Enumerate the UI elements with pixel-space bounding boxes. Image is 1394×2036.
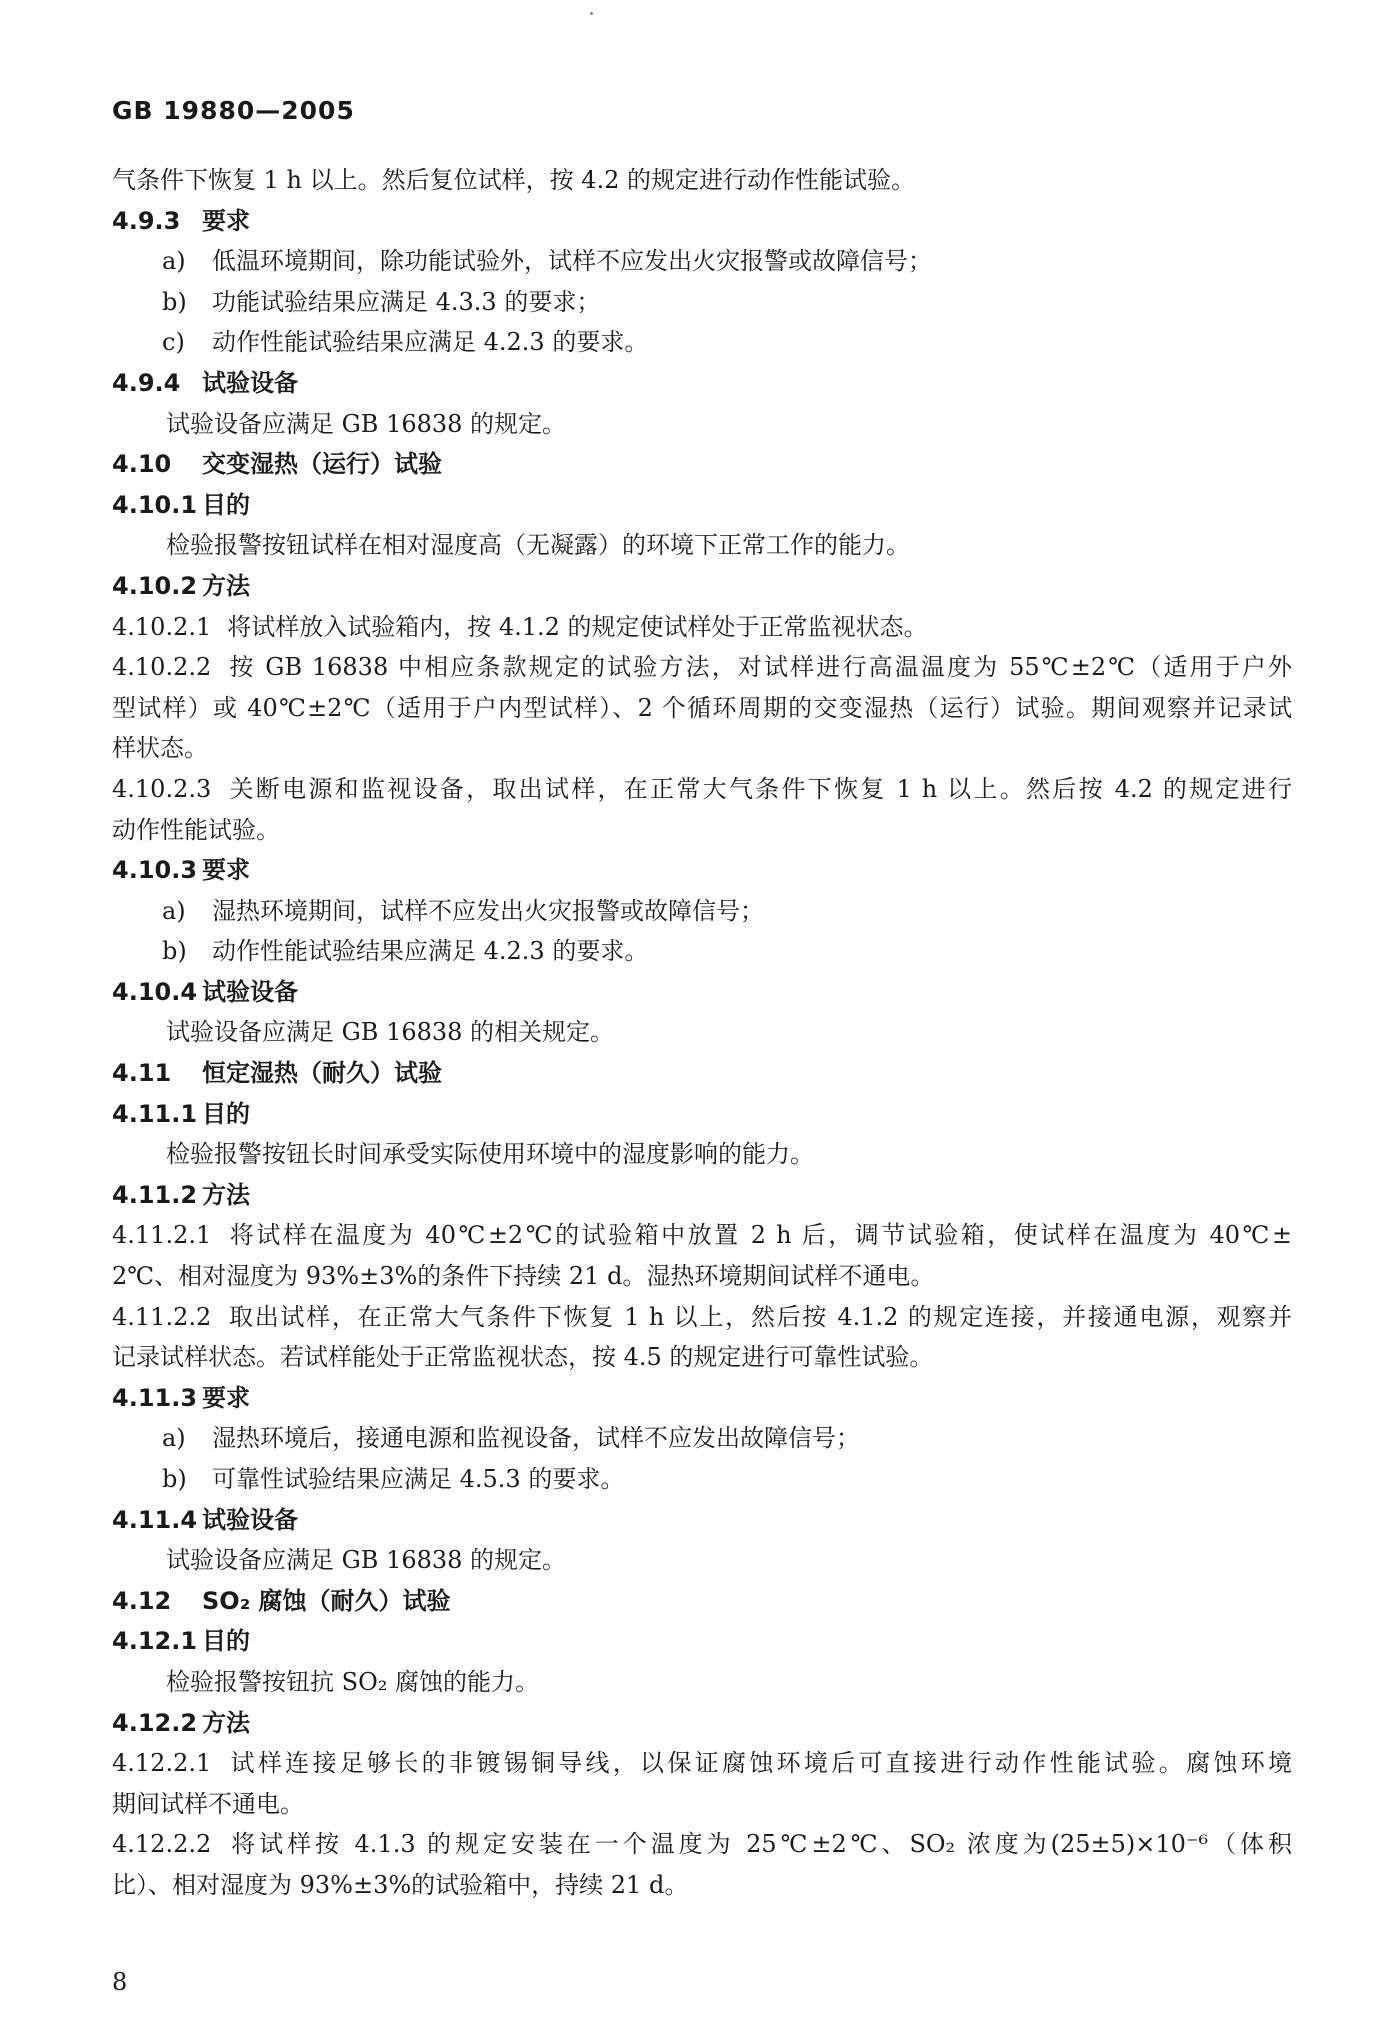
list-item-text: 动作性能试验结果应满足 4.2.3 的要求。 (212, 937, 649, 966)
section-heading (112, 485, 1292, 526)
list-item (112, 931, 1292, 972)
section-number: 4.10.3 (112, 856, 198, 885)
list-item-text: 湿热环境期间，试样不应发出火灾报警或故障信号； (212, 896, 764, 925)
section-title: 方法 (202, 1180, 250, 1209)
clause-paragraph (112, 1743, 1292, 1784)
body-text: 动作性能试验。 (112, 815, 280, 844)
clause-text: 试样连接足够长的非镀锡铜导线，以保证腐蚀环境后可直接进行动作性能试验。腐蚀环境 (227, 1749, 1292, 1778)
clause-paragraph (112, 1215, 1292, 1256)
section-number: 4.9.4 (112, 368, 181, 397)
section-number: 4.10.4 (112, 977, 198, 1006)
section-title: 目的 (202, 1099, 250, 1128)
clause-text: 将试样在温度为 40℃±2℃的试验箱中放置 2 h 后，调节试验箱，使试样在温度为 40℃± (227, 1221, 1292, 1250)
body-text: 检验报警按钮抗 SO₂ 腐蚀的能力。 (166, 1667, 539, 1696)
section-title: 交变湿热（运行）试验 (202, 450, 442, 479)
list-item-text: 低温环境期间，除功能试验外，试样不应发出火灾报警或故障信号； (212, 247, 932, 276)
list-item (112, 1418, 1292, 1459)
section-title: 恒定湿热（耐久）试验 (202, 1059, 442, 1088)
clause-paragraph (112, 1297, 1292, 1338)
body-text: 型试样）或 40℃±2℃（适用于户内型试样）、2 个循环周期的交变湿热（运行）试验。期间观察并记录试 (112, 693, 1292, 722)
list-item-text: 湿热环境后，接通电源和监视设备，试样不应发出故障信号； (212, 1424, 860, 1453)
list-item-text: 功能试验结果应满足 4.3.3 的要求； (212, 287, 601, 316)
section-heading (112, 201, 1292, 242)
section-heading (112, 972, 1292, 1013)
body-text: 检验报警按钮长时间承受实际使用环境中的湿度影响的能力。 (166, 1140, 814, 1169)
section-title: SO₂ 腐蚀（耐久）试验 (202, 1586, 451, 1615)
body-text: 试验设备应满足 GB 16838 的规定。 (166, 1546, 567, 1575)
section-heading (112, 1581, 1292, 1622)
document-body (112, 160, 1292, 1906)
section-number: 4.12.2 (112, 1708, 198, 1737)
list-item-label: b) (162, 287, 187, 316)
body-text: 试验设备应满足 GB 16838 的规定。 (166, 409, 567, 438)
body-text: 记录试样状态。若试样能处于正常监视状态，按 4.5 的规定进行可靠性试验。 (112, 1343, 934, 1372)
section-number: 4.10.1 (112, 490, 198, 519)
section-title: 要求 (202, 1383, 250, 1412)
clause-number: 4.12.2.2 (112, 1830, 212, 1859)
section-title: 试验设备 (202, 977, 298, 1006)
clause-text: 关断电源和监视设备，取出试样，在正常大气条件下恢复 1 h 以上。然后按 4.2 的规定进行 (227, 774, 1292, 803)
section-title: 目的 (202, 490, 250, 519)
scan-speck (590, 12, 593, 15)
body-text: 期间试样不通电。 (112, 1789, 304, 1818)
body-text: 样状态。 (112, 734, 208, 763)
list-item-label: a) (162, 896, 186, 925)
clause-paragraph (112, 647, 1292, 688)
body-text: 气条件下恢复 1 h 以上。然后复位试样，按 4.2 的规定进行动作性能试验。 (112, 166, 916, 194)
page-number: 8 (112, 1968, 128, 1996)
section-heading (112, 1378, 1292, 1419)
section-heading (112, 1053, 1292, 1094)
section-heading (112, 444, 1292, 485)
section-title: 要求 (202, 856, 250, 885)
section-heading (112, 1094, 1292, 1135)
clause-text: 取出试样，在正常大气条件下恢复 1 h 以上，然后按 4.1.2 的规定连接，并接通电源，观察并 (227, 1302, 1292, 1331)
clause-number: 4.11.2.2 (112, 1302, 212, 1331)
section-title: 方法 (202, 571, 250, 600)
section-title: 试验设备 (202, 1505, 298, 1534)
list-item-label: a) (162, 1424, 186, 1453)
section-heading (112, 850, 1292, 891)
clause-number: 4.10.2.3 (112, 774, 212, 803)
section-heading (112, 1703, 1292, 1744)
body-text: 试验设备应满足 GB 16838 的相关规定。 (166, 1018, 615, 1047)
list-item (112, 322, 1292, 363)
section-heading (112, 1621, 1292, 1662)
clause-number: 4.10.2.1 (112, 612, 212, 641)
list-item (112, 1459, 1292, 1500)
section-number: 4.12 (112, 1586, 172, 1615)
section-number: 4.12.1 (112, 1627, 198, 1656)
section-title: 要求 (202, 206, 250, 235)
section-heading (112, 1175, 1292, 1216)
list-item-text: 动作性能试验结果应满足 4.2.3 的要求。 (212, 328, 649, 357)
list-item-label: b) (162, 937, 187, 966)
section-number: 4.10 (112, 450, 172, 479)
body-text: 2℃、相对湿度为 93%±3%的条件下持续 21 d。湿热环境期间试样不通电。 (112, 1262, 935, 1291)
section-number: 4.11.2 (112, 1180, 198, 1209)
list-item-label: c) (162, 328, 185, 357)
section-title: 方法 (202, 1708, 250, 1737)
list-item-label: b) (162, 1465, 187, 1493)
section-heading (112, 566, 1292, 607)
body-text: 比）、相对湿度为 93%±3%的试验箱中，持续 21 d。 (112, 1870, 689, 1899)
body-text: 检验报警按钮试样在相对湿度高（无凝露）的环境下正常工作的能力。 (166, 531, 910, 560)
list-item-text: 可靠性试验结果应满足 4.5.3 的要求。 (212, 1465, 625, 1493)
standard-code-header: GB 19880—2005 (112, 96, 355, 125)
clause-number: 4.10.2.2 (112, 653, 212, 682)
clause-paragraph (112, 607, 1292, 648)
list-item-label: a) (162, 247, 186, 276)
section-number: 4.11.4 (112, 1505, 198, 1534)
clause-text: 将试样放入试验箱内，按 4.1.2 的规定使试样处于正常监视状态。 (227, 612, 928, 641)
section-title: 试验设备 (202, 368, 298, 397)
section-number: 4.11.3 (112, 1383, 198, 1412)
clause-paragraph (112, 769, 1292, 810)
section-number: 4.10.2 (112, 571, 198, 600)
section-title: 目的 (202, 1627, 250, 1656)
section-number: 4.9.3 (112, 206, 181, 235)
list-item (112, 891, 1292, 932)
section-number: 4.11.1 (112, 1099, 198, 1128)
section-number: 4.11 (112, 1059, 172, 1088)
list-item (112, 282, 1292, 323)
clause-paragraph (112, 1824, 1292, 1865)
list-item (112, 241, 1292, 282)
clause-number: 4.12.2.1 (112, 1749, 212, 1778)
section-heading (112, 1500, 1292, 1541)
section-heading (112, 363, 1292, 404)
clause-text: 按 GB 16838 中相应条款规定的试验方法，对试样进行高温温度为 55℃±2℃（适用于户外 (227, 653, 1292, 682)
clause-text: 将试样按 4.1.3 的规定安装在一个温度为 25℃±2℃、SO₂ 浓度为(25±5)×10⁻⁶（体积 (227, 1830, 1292, 1859)
clause-number: 4.11.2.1 (112, 1221, 212, 1250)
